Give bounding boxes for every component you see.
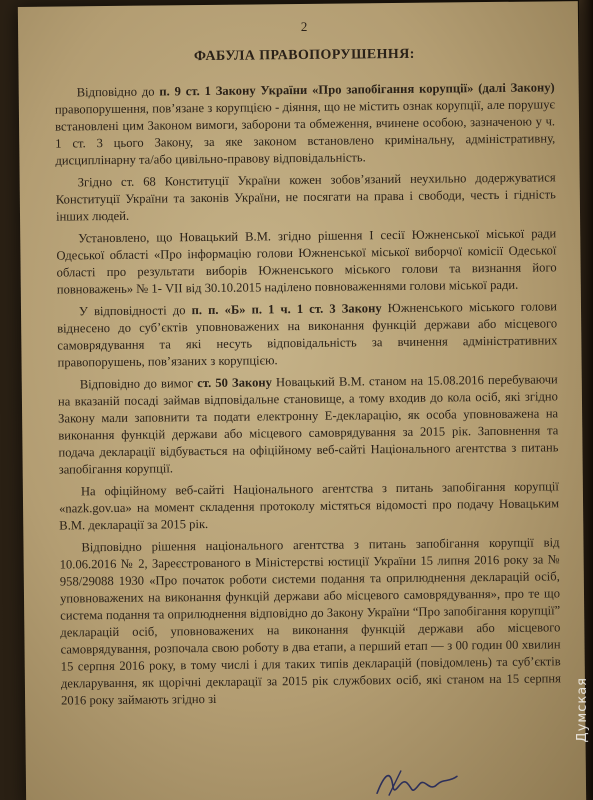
document-page [18, 1, 586, 800]
document-content [54, 9, 561, 714]
text-run: У відповідності до [78, 303, 192, 319]
bold-text-run: п. 9 ст. 1 Закону України «Про запобігання корупції» (далі Закону) [159, 80, 555, 99]
text-run: Відповідно до вимог [79, 376, 198, 392]
bold-text-run: п. п. «Б» п. 1 ч. 1 ст. 3 Закону [191, 301, 382, 318]
text-run: Відповідно рішення національного агентства з питань запобігання корупції від 10.06.2016 № 2, Зареєстрованого в Міністерстві юстиції України 15 липня 2016 року за № 958/29088 1930 «Про початок роботи системи подання та оприлюднення декларацій осіб, уповноважених на виконання функцій держави або місцевого самоврядування», про те що система подання та оприлюднення відповідно до Закону України “Про запобігання корупції” декларацій осіб, уповноважених на виконання функцій держави або місцевого самоврядування, розпочала свою роботу в два етапи, а перший етап — з 00 годин 00 хвилин 15 серпня 2016 року, в тому числі і для таких типів декларацій (повідомлень) та суб’єктів декларування, як щорічні декларації за 2015 рік службових осіб, які станом на 15 серпня 2016 року займають згідно зі [59, 535, 561, 708]
watermark-text: Думская [575, 676, 590, 742]
paragraph [57, 298, 558, 371]
bold-text-run: ст. 50 Закону [197, 375, 272, 391]
paragraph [55, 79, 556, 169]
text-run: На офіційному веб-сайті Національного агентства з питань запобігання корупції «nazk.gov.ua» на момент складення протоколу містяться відомості про подачу Новацьким В.М. декларації за 2015 рік. [59, 479, 560, 533]
document-title: ФАБУЛА ПРАВОПОРУШЕННЯ: [193, 46, 415, 65]
paragraph [58, 371, 559, 478]
text-run: Южненського міського голови віднесено до суб’єктів уповноважених на виконання функцій держави або місцевого самоврядування та які несуть відповідальність за вчинення адміністративних правопорушень, пов’язаних з корупцією. [57, 299, 558, 370]
signature-mark [371, 762, 461, 800]
text-run: Згідно ст. 68 Конституції України кожен зобов’язаний неухильно додержуватися Конституції України та законів України, не посягати на права і свободи, честь і гідність інших людей. [55, 170, 556, 224]
text-run: Відповідно до [76, 84, 160, 100]
text-run: Установлено, що Новацький В.М. згідно рішення І сесії Южненської міської ради Одеської області «Про інформацію голови Южненської міської виборчої комісії Одеської області про результати виборів Южненського міського голови та визнання його повноважень» № 1- VІІ від 30.10.2015 наділено повноваженнями голови міської ради. [56, 226, 557, 297]
text-run: правопорушення, пов’язане з корупцією - діяння, що не містить ознак корупції, але порушує встановлені цим Законом вимоги, заборони та обмеження, вчинене особою, зазначеною у ч. 1 ст. 3 цього Закону, за яке законом встановлено кримінальну, адміністративну, дисциплінарну та/або цивільно-правову відповідальність. [54, 97, 556, 168]
paragraph [56, 169, 557, 225]
paragraph [56, 225, 557, 298]
paragraph [59, 534, 561, 709]
paragraph [59, 478, 560, 534]
document-body [55, 79, 562, 709]
page-number: 2 [300, 18, 308, 34]
text-run: Новацький В.М. станом на 15.08.2016 перебуваючи на вказаній посаді займав відповідальне становище, а тому входив до кола осіб, які згідно Закону мали заповнити та подати електронну Е-декларацію, як особа уповноважена на виконання функцій держави або місцевого самоврядування за 2015 рік. Заповнення та подача декларації відбувається на офіційному веб-сайті Національного агентства з питань запобігання корупції. [57, 372, 559, 477]
